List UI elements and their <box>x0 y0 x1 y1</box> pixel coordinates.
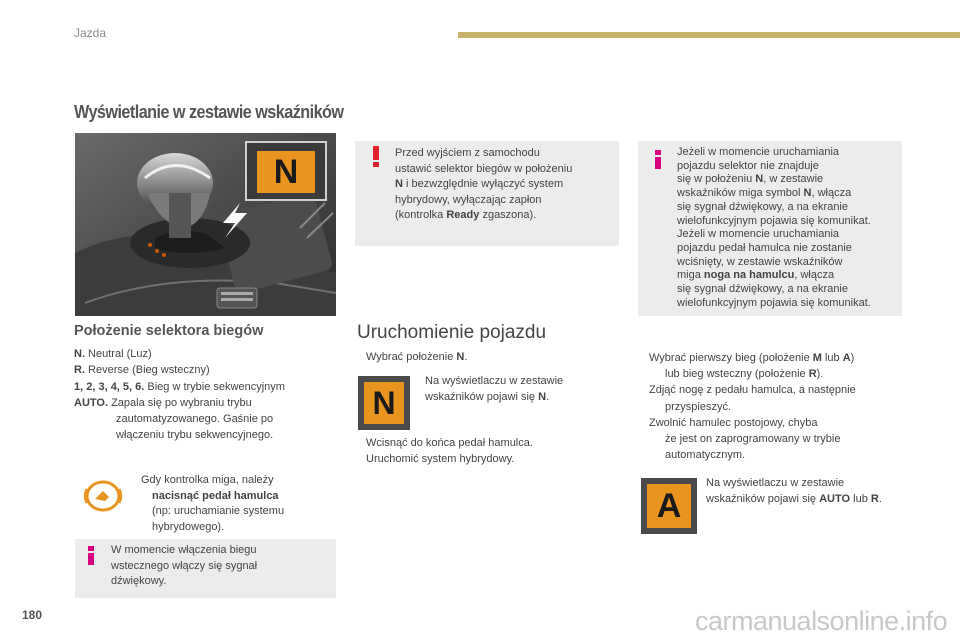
brake-tip-box <box>75 461 336 539</box>
info-icon <box>655 150 661 168</box>
info-line: pojazdu pedał hamulca nie zostanie <box>677 241 852 254</box>
right-step-3-cont: że jest on zaprogramowany w trybie <box>665 433 841 446</box>
startup-info-box <box>638 141 902 316</box>
info-icon <box>88 546 94 564</box>
brake-tip-line3: (np: uruchamianie systemu <box>152 505 285 518</box>
header-accent-bar <box>458 32 960 38</box>
section-header: Jazda <box>74 26 107 40</box>
n-display-letter: N <box>273 152 299 191</box>
right-step-1-cont: lub bieg wsteczny (położenie R). <box>665 368 824 381</box>
right-step-3-cont: automatycznym. <box>665 449 746 462</box>
watermark: carmanualsonline.info <box>695 606 948 636</box>
info-line: wielofunkcyjnym pojawia się komunikat. <box>677 214 871 227</box>
brake-tip-line4: hybrydowego). <box>152 520 225 533</box>
gear-item-sequential: 1, 2, 3, 4, 5, 6. Bieg w trybie sekwencyjnym <box>74 380 285 393</box>
info-line: Jeżeli w momencie uruchamiania <box>677 228 840 241</box>
start-section-title: Uruchomienie pojazdu <box>357 322 547 343</box>
brake-tip-line1: Gdy kontrolka miga, należy <box>141 474 274 486</box>
gear-section-title: Położenie selektora biegów <box>74 323 264 339</box>
reverse-info-line1: W momencie włączenia biegu <box>111 544 257 556</box>
info-line: wskaźników miga symbol N, włącza <box>677 187 852 200</box>
gear-item-auto: AUTO. Zapala się po wybraniu trybu <box>74 396 252 409</box>
warning-exclamation-icon <box>373 146 379 166</box>
warning-line2: ustawić selektor biegów w położeniu <box>395 162 573 175</box>
warning-box <box>355 141 619 246</box>
start-step-1: Wybrać położenie N. <box>366 351 468 363</box>
right-step-2: Zdjąć nogę z pedału hamulca, a następnie <box>649 384 856 397</box>
reverse-info-box <box>75 539 336 598</box>
warning-line1: Przed wyjściem z samochodu <box>395 147 540 159</box>
gear-selector-photo <box>75 133 336 316</box>
right-step-1: Wybrać pierwszy bieg (położenie M lub A) <box>649 352 855 364</box>
info-line: się sygnał dźwiękowy, a na ekranie <box>677 200 848 213</box>
start-step-3: Uruchomić system hybrydowy. <box>366 452 515 465</box>
info-line: pojazdu selektor nie znajduje <box>677 159 819 172</box>
brake-foot-icon <box>81 479 125 513</box>
right-step-3: Zwolnić hamulec postojowy, chyba <box>649 416 818 429</box>
brake-tip-line2: nacisnąć pedał hamulca <box>152 489 279 502</box>
gear-item-r: R. Reverse (Bieg wsteczny) <box>74 364 210 377</box>
n-display-screen <box>245 141 327 201</box>
reverse-info-line2: wstecznego włączy się sygnał <box>111 559 258 572</box>
info-line: się sygnał dźwiękowy, a na ekranie <box>677 283 848 296</box>
n-display-text-2: wskaźników pojawi się N. <box>425 390 550 403</box>
right-step-2-cont: przyspieszyć. <box>665 400 732 413</box>
warning-line5: (kontrolka Ready zgaszona). <box>395 209 537 222</box>
page-number: 180 <box>22 608 43 622</box>
page-title: Wyświetlanie w zestawie wskaźników <box>74 102 344 122</box>
a-indicator-icon: A <box>641 478 697 534</box>
info-line: się w położeniu N, w zestawie <box>677 173 824 186</box>
n-indicator-icon: N <box>358 376 410 430</box>
gear-item-auto-cont: zautomatyzowanego. Gaśnie po <box>116 413 274 426</box>
a-display-text-1: Na wyświetlaczu w zestawie <box>706 477 845 489</box>
a-display-text-2: wskaźników pojawi się AUTO lub R. <box>706 492 882 505</box>
info-line: miga noga na hamulcu, włącza <box>677 269 835 282</box>
start-step-2: Wcisnąć do końca pedał hamulca. <box>366 437 533 449</box>
warning-line3: N i bezwzględnie wyłączyć system <box>395 178 564 191</box>
info-line: wciśnięty, w zestawie wskaźników <box>677 255 843 268</box>
info-line: wielofunkcyjnym pojawia się komunikat. <box>677 296 871 309</box>
reverse-info-line3: dźwiękowy. <box>111 575 167 588</box>
gear-item-n: N. Neutral (Luz) <box>74 348 152 360</box>
gear-list <box>74 346 336 444</box>
info-line: Jeżeli w momencie uruchamiania <box>677 146 840 158</box>
n-display-text-1: Na wyświetlaczu w zestawie <box>425 375 564 387</box>
warning-line4: hybrydowy, wyłączając zapłon <box>395 193 542 206</box>
gear-item-auto-cont: włączeniu trybu sekwencyjnego. <box>116 429 274 442</box>
